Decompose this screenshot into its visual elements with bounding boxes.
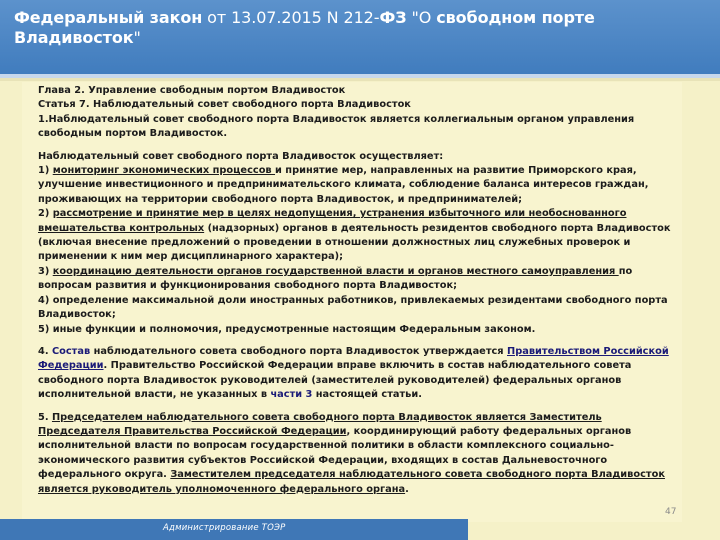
part-3-link[interactable]: части 3 [270, 389, 313, 401]
chairman-link[interactable]: Председателем наблюдательного совета свободного порта Владивосток является Заместитель Председателя Правительства Российской Федерации [38, 411, 602, 437]
monitoring-link[interactable]: мониторинг экономических процессов [52, 165, 276, 177]
article-heading: Статья 7. Наблюдательный совет свободного порта Владивосток [38, 99, 411, 111]
chapter-heading: Глава 2. Управление свободным портом Владивосток [38, 85, 346, 96]
slide-title: Федеральный закон от 13.07.2015 N 212-ФЗ "О свободном порте Владивосток" [14, 8, 595, 47]
footer-label: Администрирование ТОЭР [163, 523, 286, 533]
coordination-link[interactable]: координацию деятельности органов государственной власти и органов местного самоуправления [52, 265, 619, 277]
function-item-3: 3) координацию деятельности органов государственной власти и органов местного самоуправления по вопросам развития и функционирования свободного порта Владивосток; [38, 265, 633, 292]
header-shadow [0, 78, 720, 81]
page-number: 47 [665, 507, 677, 517]
function-item-5: 5) иные функции и полномочия, предусмотренные настоящим Федеральным законом. [38, 323, 536, 335]
functions-intro: Наблюдательный совет свободного порта Владивосток осуществляет: [38, 150, 444, 162]
function-item-2: 2) рассмотрение и принятие мер в целях недопущения, устранения избыточного или необоснованного вмешательства контрольных (надзорных) органов в деятельность резидентов свободного порта Владивосток (включая внесение предложений о проведении в отношении должностных лиц служебных проверок и применении к ним мер дисциплинарного характера); [38, 208, 671, 263]
government-link[interactable]: Правительством Российской Федерации [38, 345, 669, 372]
paragraph-5: 5. Председателем наблюдательного совета свободного порта Владивосток является Заместитель Председателя Правительства Российской Федерации, координирующий работу федеральных органов исполнительной власти по вопросам государственной политики в области комплексного социально-экономического развития субъектов Российской Федерации, входящих в состав Дальневосточного федерального округа. Заместителем председателя наблюдательного совета свободного порта Владивосток является руководитель уполномоченного федерального органа. [38, 411, 665, 495]
function-item-1: 1) мониторинг экономических процессов и принятие мер, направленных на развитие Приморского края, улучшение инвестиционного и предпринимательского климата, соблюдение баланса интересов граждан, проживающих на территории свободного порта Владивосток, и предпринимателей; [38, 165, 649, 205]
function-item-4: 4) определение максимальной доли иностранных работников, привлекаемых резидентами свободного порта Владивосток; [38, 294, 668, 321]
paragraph-1: 1.Наблюдательный совет свободного порта Владивосток является коллегиальным органом управления свободным портом Владивосток. [38, 113, 635, 140]
deputy-chairman-link[interactable]: Заместителем председателя наблюдательного совета свободного порта Владивосток является руководитель уполномоченного федерального органа [38, 469, 665, 495]
composition-term: Состав [51, 345, 91, 357]
law-text [38, 84, 678, 497]
review-measures-link[interactable]: рассмотрение и принятие мер в целях недопущения, устранения избыточного или необоснованного вмешательства контрольных [38, 208, 627, 234]
paragraph-4: 4. Состав наблюдательного совета свободного порта Владивосток утверждается Правительством Российской Федерации. Правительство Российской Федерации вправе включить в состав наблюдательного совета свободного порта Владивосток руководителей (заместителей руководителей) федеральных органов исполнительной власти, не указанных в части 3 настоящей статьи. [38, 345, 669, 401]
